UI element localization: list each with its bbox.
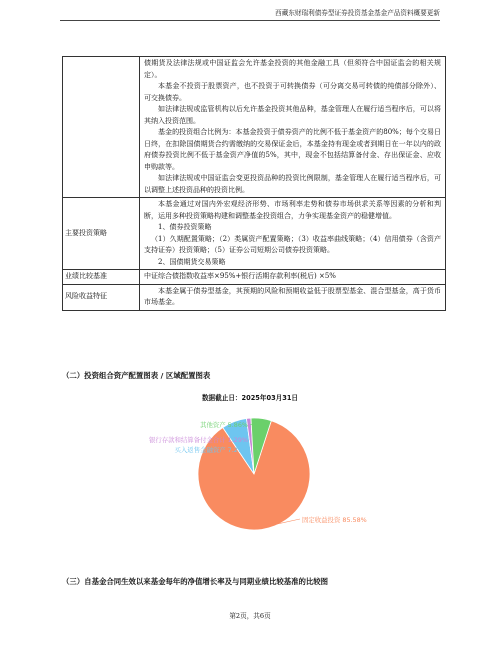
asset-allocation-pie-chart [62,400,446,550]
table-row [63,270,446,285]
chart-title: 数据截止日：2025年03月31日 [201,394,299,402]
table-row [63,57,446,198]
paragraph: 债期货及法律法规或中国证监会允许基金投资的其他金融工具（但须符合中国证监会的相关规定）。 [144,59,441,79]
paragraph: 1、债券投资策略 [158,223,212,231]
paragraph: 如法律法规或监管机构以后允许基金投资其他品种，基金管理人在履行适当程序后，可以将其纳入投资范围。 [144,105,441,125]
pie-slice-label: 银行存款和结算备付金合计 1.29% [148,436,248,444]
row-label [63,57,140,198]
pie-slice-label: 买入返售金融资产 7.27% [174,446,248,454]
fund-info-table [62,56,446,311]
pie-slice-label: 其他资产 5.86% [200,421,248,429]
benchmark-cell: 中证综合债指数收益率×95%+银行活期存款利率(税后) ×5% [140,270,446,285]
paragraph: 本基金通过对国内外宏观经济形势、市场利率走势和债券市场供求关系等因素的分析和判断，运用多种投资策略构建和调整基金投资组合，力争实现基金资产的稳健增值。 [144,200,441,220]
risk-return-cell: 本基金属于债券型基金，其预期的风险和预期收益低于股票型基金、混合型基金，高于货币市场基金。 [140,284,446,310]
row-label: 主要投资策略 [63,198,140,270]
paragraph: 本基金不投资于股票资产，也不投资于可转换债券（可分离交易可转债的纯债部分除外）、可交换债券。 [144,82,441,102]
page-number: 第2页，共6页 [229,612,271,620]
paragraph: 如法律法规或中国证监会变更投资品种的投资比例限制，基金管理人在履行适当程序后，可以调整上述投资品种的投资比例。 [144,174,441,194]
paragraph: （1）久期配置策略；（2）类属资产配置策略；（3）收益率曲线策略；（4）信用债券（含资产支持证券）投资策略；（5）证券公司短期公司债券投资策略。 [144,234,441,254]
investment-scope-cell [140,57,446,198]
pie-slice-label: 固定收益投资 85.58% [302,516,367,524]
table-row [63,198,446,270]
table-row [63,284,446,310]
strategy-cell [140,198,446,270]
page-header: 西藏东财瑞利债券型证券投资基金基金产品资料概要更新 [60,7,440,21]
paragraph: 2、国债期货交易策略 [158,257,226,266]
row-label: 风险收益特征 [63,284,140,310]
section-title-performance: （三）自基金合同生效以来基金每年的净值增长率及与同期业绩比较基准的比较图 [62,577,329,586]
paragraph: 基金的投资组合比例为：本基金投资于债券资产的比例不低于基金资产的80%；每个交易日日终，在扣除国债期货合约需缴纳的交易保证金后，本基金持有现金或者到期日在一年以内的政府债券投资比例不低于基金资产净值的5%，其中，现金不包括结算备付金、存出保证金、应收申购款等。 [144,128,441,171]
section-title-allocation: （二）投资组合资产配置图表 / 区域配置图表 [62,371,211,380]
row-label: 业绩比较基准 [63,270,140,285]
